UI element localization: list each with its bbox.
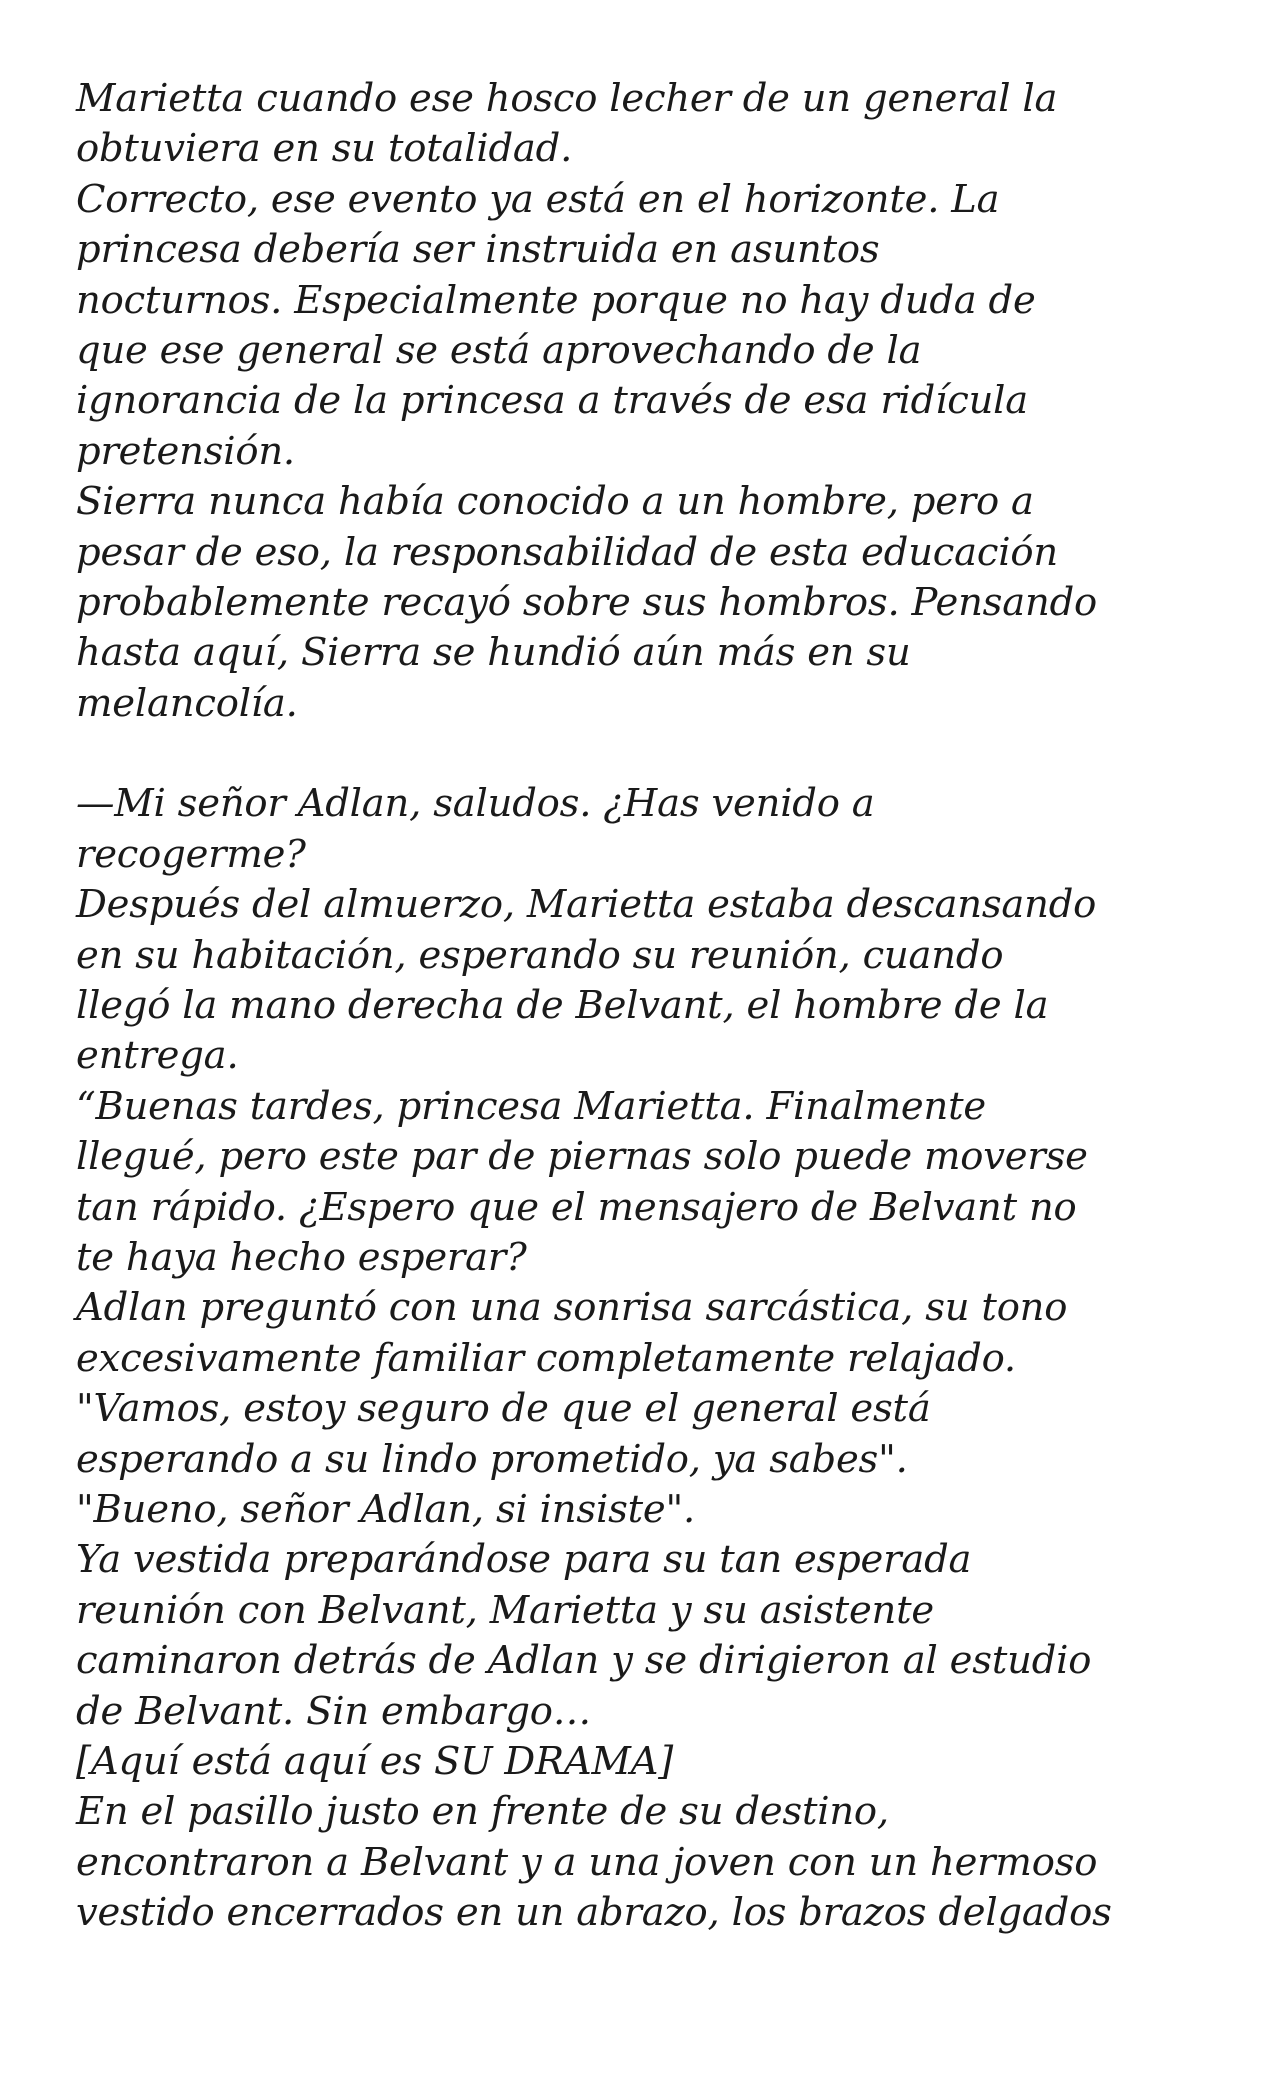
text-line: princesa debería ser instruida en asuntos — [76, 227, 880, 273]
text-line: nocturnos. Especialmente porque no hay duda de — [76, 277, 1036, 323]
text-line: pretensión. — [76, 428, 295, 474]
text-line: En el pasillo justo en frente de su destino, — [76, 1789, 889, 1835]
text-line: Después del almuerzo, Marietta estaba descansando — [76, 882, 1097, 928]
text-line: Sierra nunca había conocido a un hombre, pero a — [76, 479, 1034, 525]
text-line: tan rápido. ¿Espero que el mensajero de Belvant no — [76, 1184, 1077, 1230]
text-line: “Buenas tardes, princesa Marietta. Finalmente — [76, 1083, 986, 1129]
text-line: ignorancia de la princesa a través de esa ridícula — [76, 378, 1029, 424]
text-line: Adlan preguntó con una sonrisa sarcástica, su tono — [76, 1285, 1068, 1331]
text-line: pesar de eso, la responsabilidad de esta educación — [76, 529, 1058, 575]
text-line: Correcto, ese evento ya está en el horizonte. La — [76, 176, 1000, 222]
text-line: [Aquí está aquí es SU DRAMA] — [76, 1738, 674, 1784]
text-line: —Mi señor Adlan, saludos. ¿Has venido a — [76, 781, 875, 827]
text-line: encontraron a Belvant y a una joven con un hermoso — [76, 1839, 1098, 1885]
text-line: melancolía. — [76, 680, 298, 726]
text-line: recogerme? — [76, 831, 306, 877]
text-line: caminaron detrás de Adlan y se dirigieron al estudio — [76, 1638, 1092, 1684]
text-line: en su habitación, esperando su reunión, cuando — [76, 932, 1004, 978]
text-line: te haya hecho esperar? — [76, 1234, 527, 1280]
text-line: Marietta cuando ese hosco lecher de un general la — [76, 76, 1058, 121]
text-line: "Vamos, estoy seguro de que el general está — [76, 1386, 931, 1432]
document-body — [76, 74, 1226, 1938]
text-line: excesivamente familiar completamente relajado. — [76, 1335, 1016, 1381]
text-line: reunión con Belvant, Marietta y su asistente — [76, 1587, 934, 1633]
text-line: probablemente recayó sobre sus hombros. Pensando — [76, 579, 1098, 625]
text-line: "Bueno, señor Adlan, si insiste". — [76, 1486, 696, 1532]
text-line: vestido encerrados en un abrazo, los brazos delgados — [76, 1890, 1112, 1936]
text-line: llegué, pero este par de piernas solo puede moverse — [76, 1134, 1088, 1180]
text-line: entrega. — [76, 1033, 239, 1079]
paragraph-gap — [76, 729, 1226, 779]
text-line: esperando a su lindo prometido, ya sabes". — [76, 1436, 908, 1482]
text-line: de Belvant. Sin embargo… — [76, 1688, 592, 1734]
text-line: obtuviera en su totalidad. — [76, 126, 573, 172]
text-line: Ya vestida preparándose para su tan esperada — [76, 1537, 972, 1583]
text-line: que ese general se está aprovechando de la — [76, 327, 922, 373]
text-line: hasta aquí, Sierra se hundió aún más en su — [76, 630, 911, 676]
text-line: llegó la mano derecha de Belvant, el hombre de la — [76, 983, 1049, 1029]
